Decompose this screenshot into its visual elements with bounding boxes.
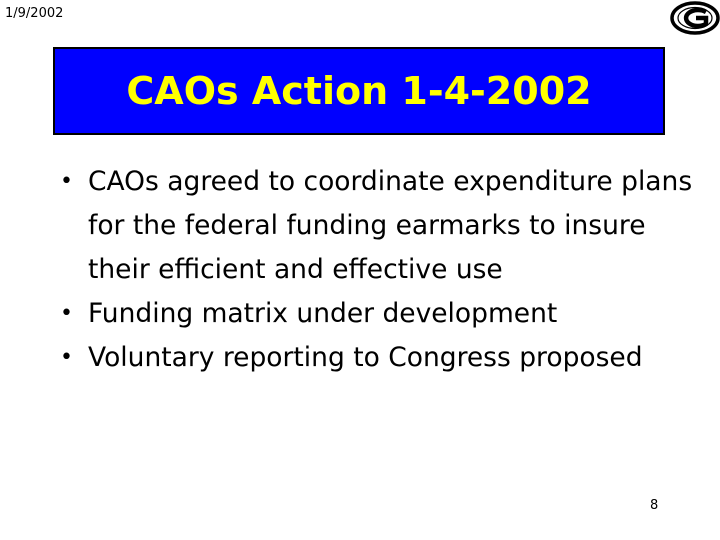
bullet-item (58, 292, 698, 336)
bullet-item (58, 160, 698, 292)
bullet-text: Funding matrix under development (88, 298, 558, 329)
slide-date: 1/9/2002 (5, 6, 64, 21)
page-number: 8 (650, 498, 659, 513)
bullet-list (58, 160, 698, 380)
bullet-item (58, 336, 698, 380)
bullet-dot-icon: • (60, 345, 73, 370)
circled-g-logo-icon (662, 0, 720, 36)
slide-title: CAOs Action 1-4-2002 (126, 69, 592, 113)
bullet-text: Voluntary reporting to Congress proposed (88, 342, 643, 373)
bullet-text: CAOs agreed to coordinate expenditure plans for the federal funding earmarks to insure their efficient and effective use (88, 166, 693, 285)
title-banner (53, 47, 665, 135)
bullet-dot-icon: • (60, 301, 73, 326)
bullet-dot-icon: • (60, 169, 73, 194)
